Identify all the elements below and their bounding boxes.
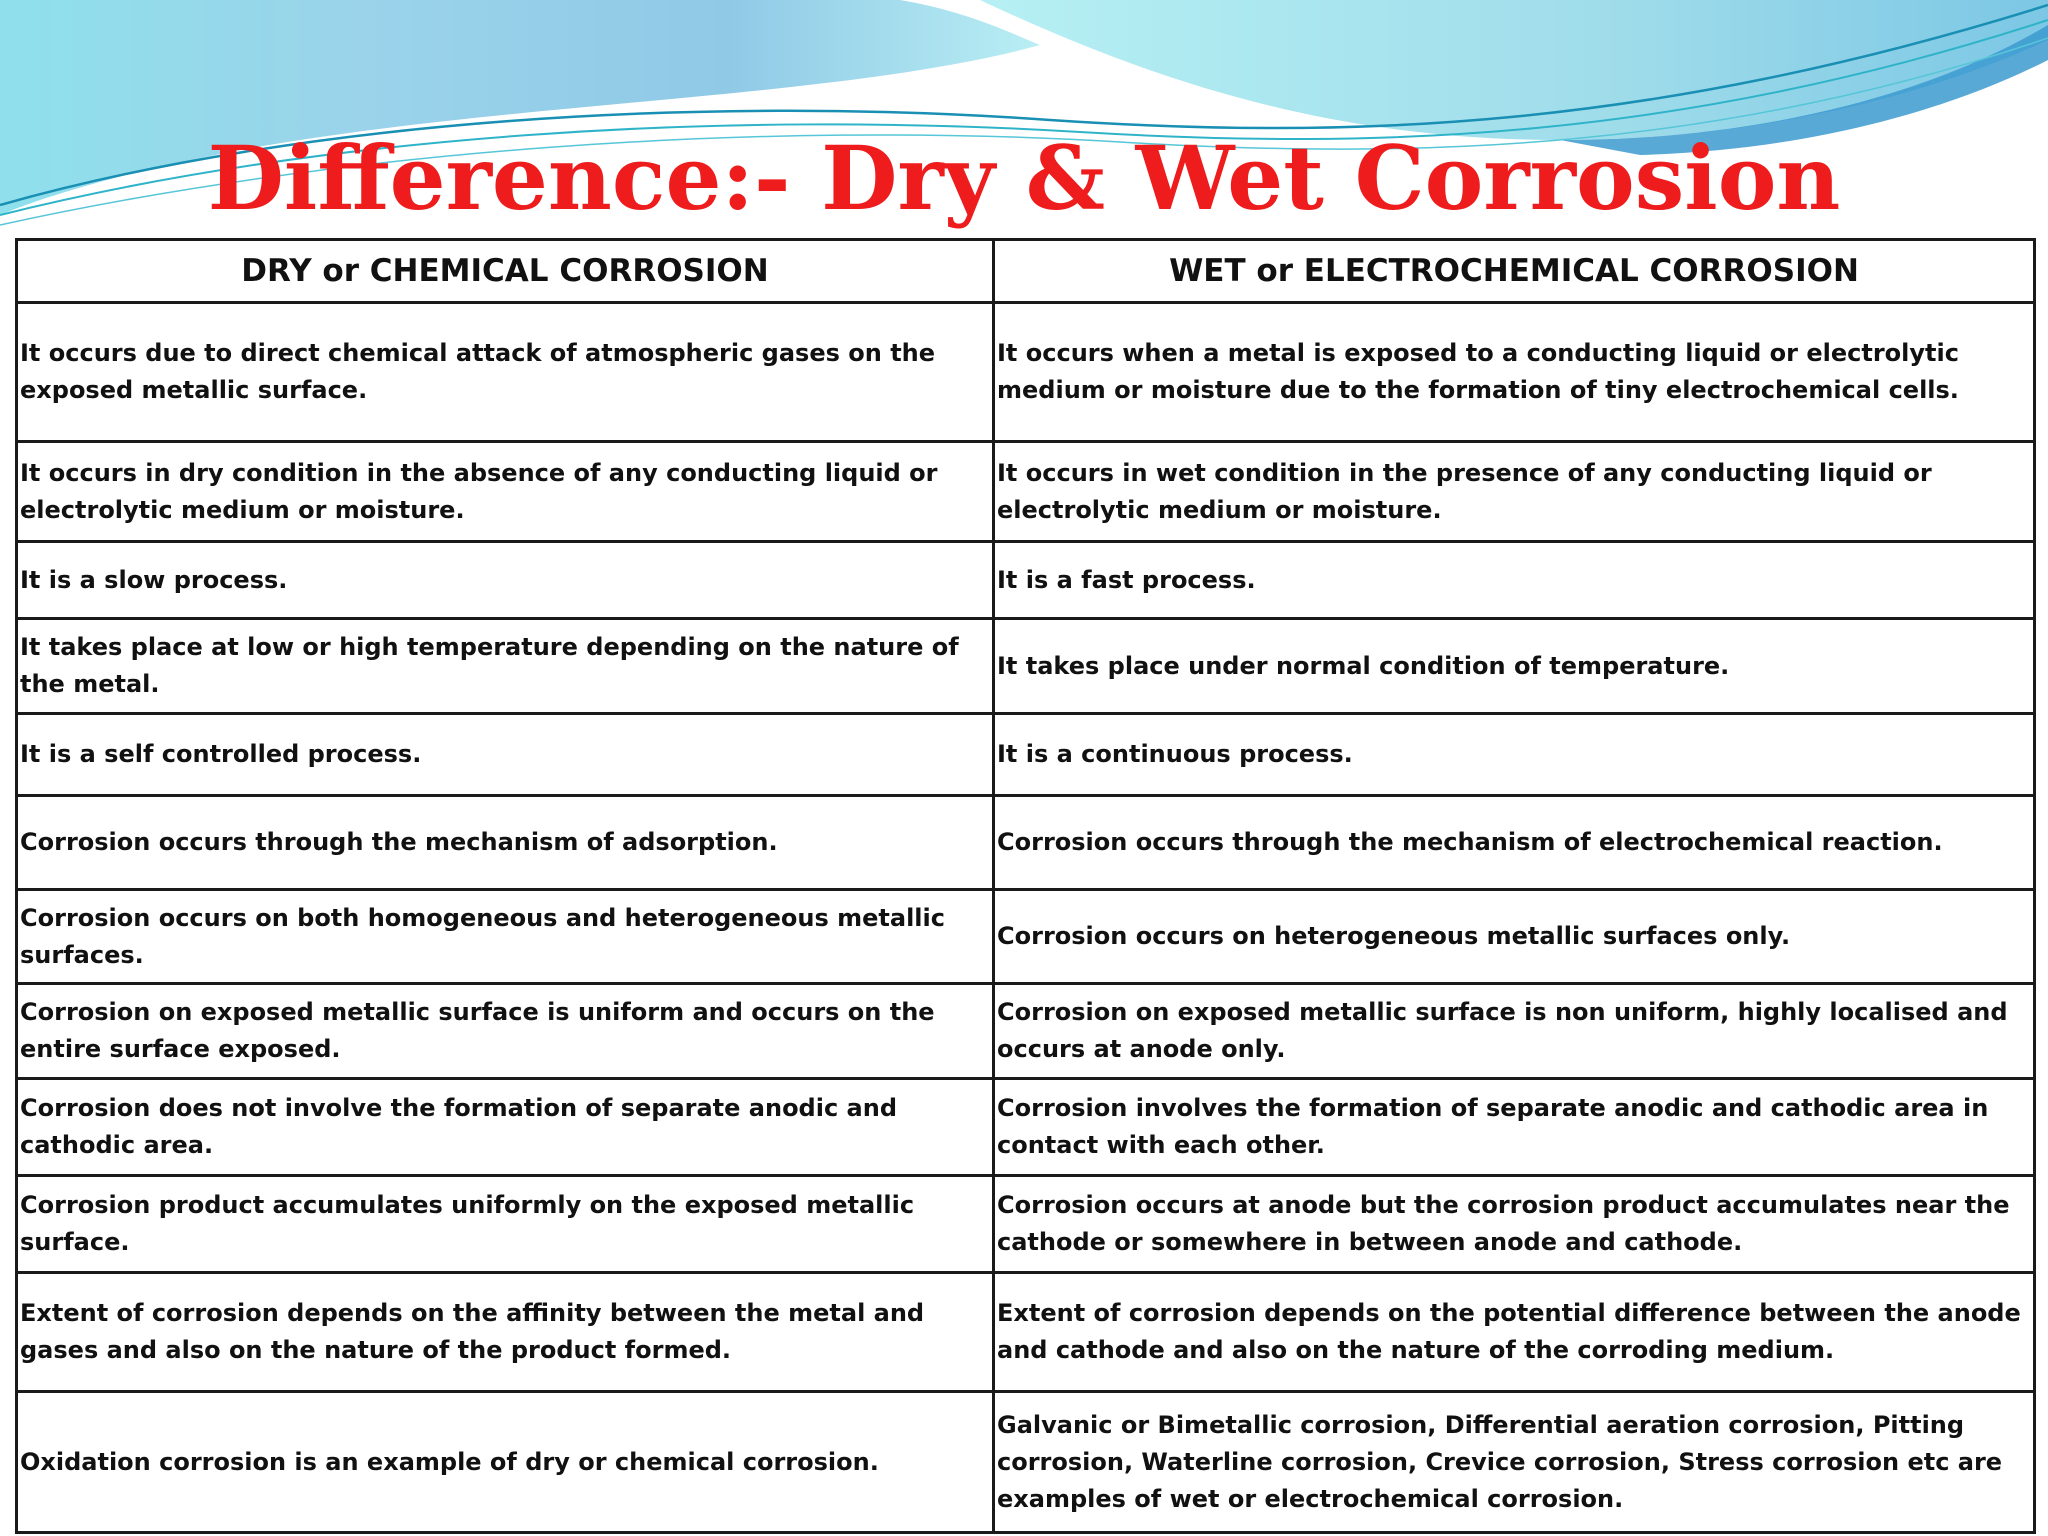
table-row <box>17 890 2035 984</box>
slide-title: Difference:- Dry & Wet Corrosion <box>207 126 1841 230</box>
wet-cell: It occurs in wet condition in the presence of any conducting liquid or electrolytic medium or moisture. <box>994 442 2035 542</box>
table-row <box>17 984 2035 1079</box>
table-header-row <box>17 240 2035 303</box>
table-row <box>17 303 2035 442</box>
dry-cell: It is a slow process. <box>17 542 994 619</box>
dry-cell: Corrosion does not involve the formation of separate anodic and cathodic area. <box>17 1079 994 1176</box>
table-row <box>17 796 2035 890</box>
wet-cell: Corrosion occurs through the mechanism of electrochemical reaction. <box>994 796 2035 890</box>
dry-cell: It is a self controlled process. <box>17 714 994 796</box>
wet-cell: Corrosion involves the formation of separate anodic and cathodic area in contact with each other. <box>994 1079 2035 1176</box>
table-row <box>17 1273 2035 1392</box>
wet-cell: It takes place under normal condition of temperature. <box>994 619 2035 714</box>
table-row <box>17 1392 2035 1533</box>
comparison-table <box>15 238 2036 1534</box>
dry-cell: Corrosion occurs on both homogeneous and heterogeneous metallic surfaces. <box>17 890 994 984</box>
dry-cell: It occurs due to direct chemical attack of atmospheric gases on the exposed metallic surface. <box>17 303 994 442</box>
dry-cell: It takes place at low or high temperature depending on the nature of the metal. <box>17 619 994 714</box>
dry-cell: It occurs in dry condition in the absence of any conducting liquid or electrolytic medium or moisture. <box>17 442 994 542</box>
column-header-wet: WET or ELECTROCHEMICAL CORROSION <box>994 240 2035 303</box>
dry-cell: Corrosion product accumulates uniformly on the exposed metallic surface. <box>17 1176 994 1273</box>
wet-cell: Corrosion on exposed metallic surface is non uniform, highly localised and occurs at anode only. <box>994 984 2035 1079</box>
column-header-dry: DRY or CHEMICAL CORROSION <box>17 240 994 303</box>
wet-cell: Galvanic or Bimetallic corrosion, Differential aeration corrosion, Pitting corrosion, Waterline corrosion, Crevice corrosion, Stress corrosion etc are examples of wet or electrochemical corrosion. <box>994 1392 2035 1533</box>
table-row <box>17 1176 2035 1273</box>
dry-cell: Corrosion on exposed metallic surface is uniform and occurs on the entire surface exposed. <box>17 984 994 1079</box>
table-row <box>17 714 2035 796</box>
dry-cell: Oxidation corrosion is an example of dry or chemical corrosion. <box>17 1392 994 1533</box>
dry-cell: Extent of corrosion depends on the affinity between the metal and gases and also on the nature of the product formed. <box>17 1273 994 1392</box>
wet-cell: It occurs when a metal is exposed to a conducting liquid or electrolytic medium or moisture due to the formation of tiny electrochemical cells. <box>994 303 2035 442</box>
wet-cell: Corrosion occurs at anode but the corrosion product accumulates near the cathode or somewhere in between anode and cathode. <box>994 1176 2035 1273</box>
dry-cell: Corrosion occurs through the mechanism of adsorption. <box>17 796 994 890</box>
wet-cell: It is a fast process. <box>994 542 2035 619</box>
wet-cell: It is a continuous process. <box>994 714 2035 796</box>
table-row <box>17 619 2035 714</box>
table-row <box>17 542 2035 619</box>
wet-cell: Extent of corrosion depends on the potential difference between the anode and cathode and also on the nature of the corroding medium. <box>994 1273 2035 1392</box>
table-row <box>17 1079 2035 1176</box>
table-row <box>17 442 2035 542</box>
wet-cell: Corrosion occurs on heterogeneous metallic surfaces only. <box>994 890 2035 984</box>
